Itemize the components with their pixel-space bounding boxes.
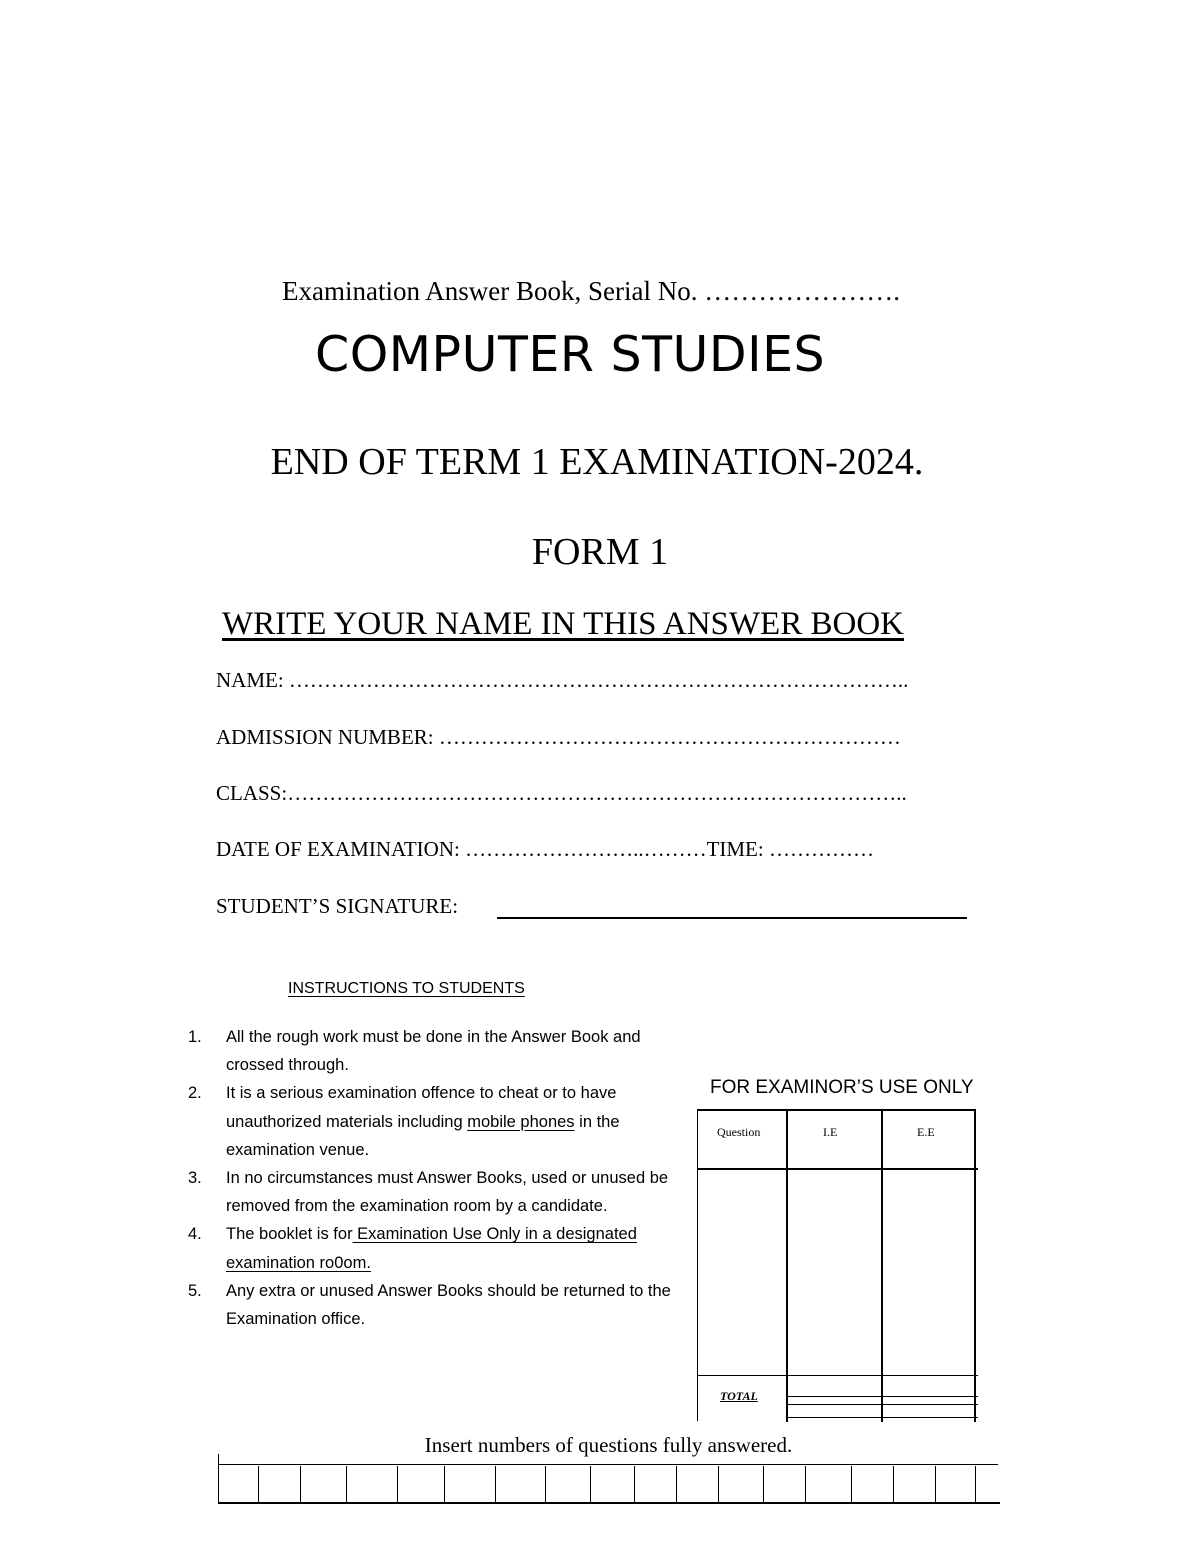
signature-label: STUDENT’S SIGNATURE:	[216, 894, 459, 918]
instruction-number: 4.	[188, 1225, 202, 1244]
grid-bottom-line	[218, 1502, 1000, 1504]
examiner-heading: FOR EXAMINOR’S USE ONLY	[710, 1077, 974, 1098]
instruction-emphasis: Examination Use Only in a designated examination ro0om.	[226, 1225, 637, 1272]
instruction-number: 3.	[188, 1169, 202, 1188]
column-header-ee: E.E	[917, 1125, 935, 1139]
table-header-divider	[697, 1168, 978, 1170]
grid-divider	[300, 1466, 301, 1504]
exam-title: END OF TERM 1 EXAMINATION-2024.	[270, 441, 924, 483]
date-time-field[interactable]: DATE OF EXAMINATION: ……………………..………TIME: ……………	[216, 837, 874, 861]
instruction-number: 5.	[188, 1281, 202, 1300]
table-border-left	[697, 1109, 698, 1421]
grid-divider	[495, 1466, 496, 1504]
table-border-top	[697, 1109, 976, 1111]
name-field[interactable]: NAME: ……………………………………………………………………………..	[216, 668, 909, 692]
insert-questions-label: Insert numbers of questions fully answered.	[424, 1433, 793, 1457]
instruction-item	[188, 1277, 688, 1333]
grid-divider	[218, 1454, 219, 1504]
grid-divider	[676, 1466, 677, 1504]
instruction-text: In no circumstances must Answer Books, used or unused be removed from the examination room by a candidate.	[226, 1169, 669, 1216]
instructions-heading: INSTRUCTIONS TO STUDENTS	[288, 980, 525, 997]
instruction-text: Any extra or unused Answer Books should be returned to the Examination office.	[226, 1281, 671, 1329]
instruction-text: The booklet is for	[226, 1225, 353, 1244]
column-header-ie: I.E	[823, 1125, 838, 1139]
signature-line[interactable]	[497, 917, 967, 919]
grid-divider	[893, 1466, 894, 1504]
class-field[interactable]: CLASS:……………………………………………………………………………..	[216, 781, 907, 805]
instruction-item	[188, 1164, 688, 1220]
grid-divider	[590, 1466, 591, 1504]
instruction-text: in the examination venue.	[226, 1112, 620, 1159]
grid-divider	[718, 1466, 719, 1504]
table-column-divider	[786, 1109, 788, 1422]
grid-divider	[805, 1466, 806, 1504]
grid-divider	[444, 1466, 445, 1504]
grid-divider	[397, 1466, 398, 1504]
admission-number-field[interactable]: ADMISSION NUMBER: …………………………………………………………	[216, 725, 901, 749]
serial-number-line: Examination Answer Book, Serial No. ………………….	[282, 276, 900, 306]
instruction-number: 2.	[188, 1084, 202, 1103]
instruction-item	[188, 1023, 688, 1079]
instruction-emphasis: mobile phones	[467, 1112, 575, 1131]
grid-divider	[258, 1466, 259, 1504]
grid-divider	[975, 1466, 976, 1504]
form-title: FORM 1	[531, 531, 669, 573]
grid-divider	[346, 1466, 347, 1504]
total-label: TOTAL	[720, 1389, 758, 1403]
table-column-divider	[881, 1109, 883, 1422]
instruction-text: It is a serious examination offence to cheat or to have unauthorized materials including	[226, 1084, 617, 1131]
instruction-text: All the rough work must be done in the Answer Book and crossed through.	[226, 1028, 641, 1075]
subject-title: COMPUTER STUDIES	[315, 326, 826, 383]
instruction-item	[188, 1079, 688, 1164]
table-border-right	[974, 1109, 976, 1422]
instruction-item	[188, 1220, 688, 1276]
grid-divider	[545, 1466, 546, 1504]
grid-divider	[851, 1466, 852, 1504]
grid-divider	[763, 1466, 764, 1504]
column-header-question: Question	[717, 1125, 761, 1139]
grid-divider	[935, 1466, 936, 1504]
instruction-number: 1.	[188, 1028, 202, 1046]
write-name-heading: WRITE YOUR NAME IN THIS ANSWER BOOK	[222, 606, 904, 642]
instructions-list	[188, 1023, 688, 1333]
table-total-divider	[697, 1375, 978, 1376]
grid-top-line	[218, 1464, 998, 1465]
grid-divider	[634, 1466, 635, 1504]
